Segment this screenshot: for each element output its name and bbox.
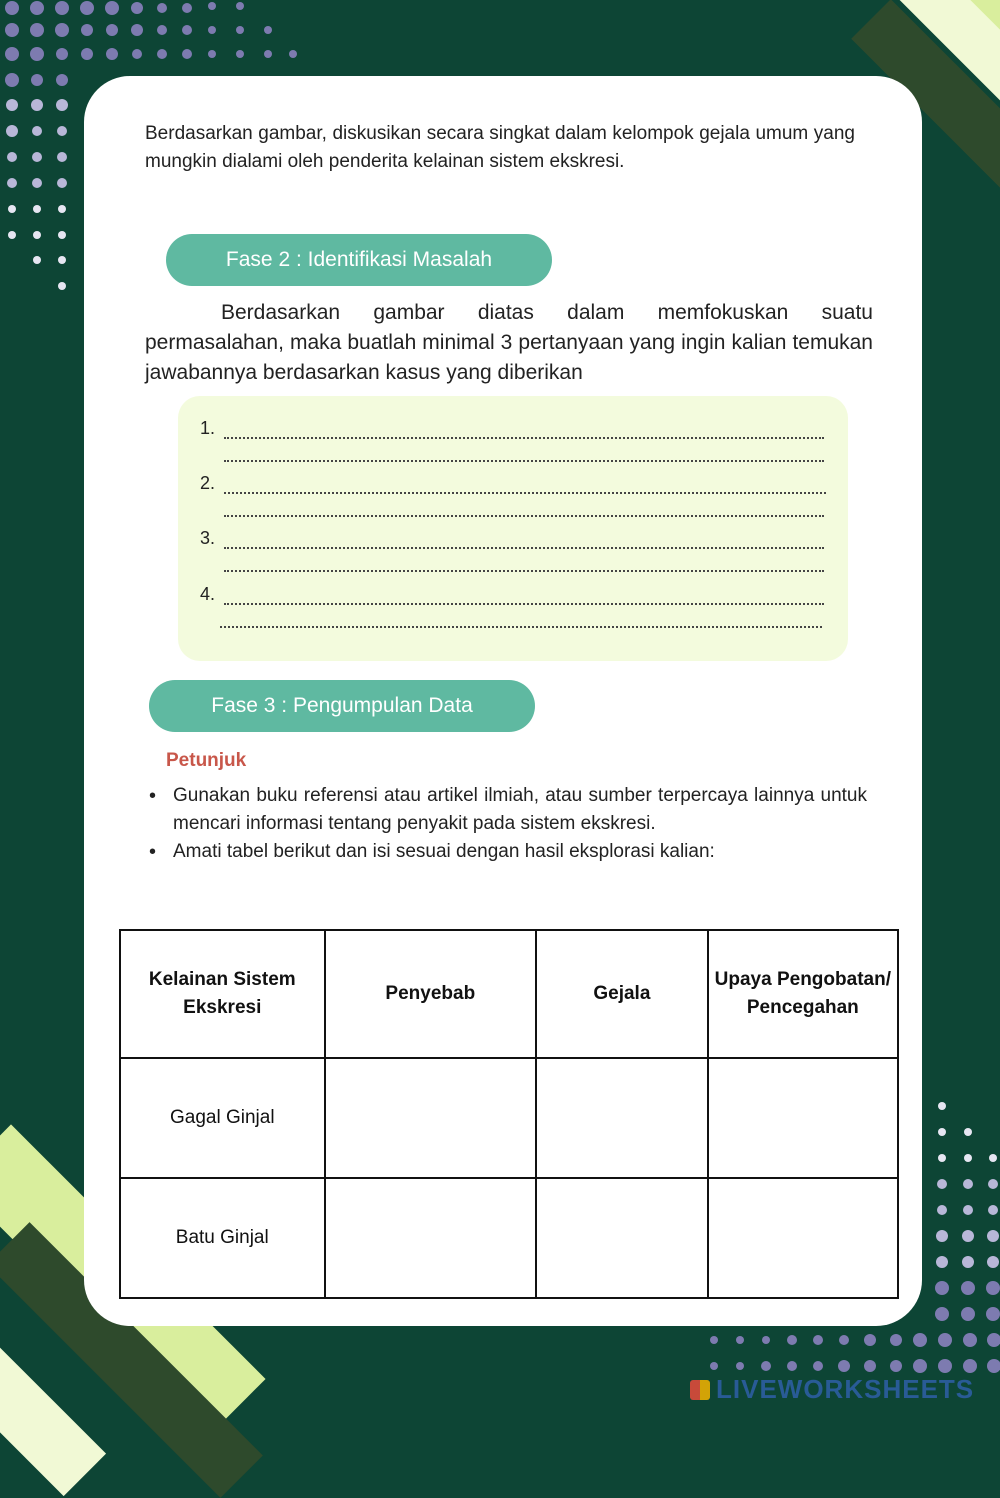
answer-cell[interactable] (536, 1058, 708, 1178)
question-line-4[interactable] (200, 584, 824, 605)
table-row (120, 1178, 898, 1298)
answer-cell[interactable] (325, 1058, 537, 1178)
bullet-item: • Gunakan buku referensi atau artikel ilmiah, atau sumber terpercaya lainnya untuk mencari informasi tentang penyakit pada sistem ekskresi. (145, 782, 867, 838)
question-line-1[interactable] (200, 418, 824, 439)
answer-cell[interactable] (536, 1178, 708, 1298)
answer-cell[interactable] (708, 1058, 898, 1178)
phase2-instruction: Berdasarkan gambar diatas dalam memfokuskan suatu permasalahan, maka buatlah minimal 3 pertanyaan yang ingin kalian temukan jawabannya berdasarkan kasus yang diberikan (145, 301, 873, 384)
question-number: 1. (200, 418, 216, 438)
question-number: 3. (200, 528, 216, 548)
intro-paragraph: Berdasarkan gambar, diskusikan secara singkat dalam kelompok gejala umum yang mungkin dialami oleh penderita kelainan sistem ekskresi. (145, 123, 855, 172)
answer-dotted-line[interactable] (224, 501, 824, 517)
question-line-3[interactable] (200, 528, 824, 549)
question-number: 2. (200, 473, 216, 493)
exploration-table (119, 929, 899, 1299)
question-number: 4. (200, 584, 216, 604)
answer-dotted-line[interactable] (224, 556, 824, 572)
question-line-1-continuation[interactable] (200, 446, 824, 462)
question-line-3-continuation[interactable] (200, 556, 824, 572)
header-gejala: Gejala (536, 930, 708, 1058)
bullet-item: • Amati tabel berikut dan isi sesuai dengan hasil eksplorasi kalian: (145, 838, 867, 866)
answer-dotted-line[interactable] (224, 589, 824, 605)
header-upaya: Upaya Pengobatan/Pencegahan (708, 930, 898, 1058)
phase2-title-pill: Fase 2 : Identifikasi Masalah (166, 234, 552, 286)
answer-cell[interactable] (708, 1178, 898, 1298)
row-label-gagal-ginjal: Gagal Ginjal (120, 1058, 325, 1178)
table-header-row (120, 930, 898, 1058)
row-label-batu-ginjal: Batu Ginjal (120, 1178, 325, 1298)
table-row (120, 1058, 898, 1178)
phase3-title-pill: Fase 3 : Pengumpulan Data (149, 680, 535, 732)
answer-dotted-line[interactable] (224, 478, 826, 494)
liveworksheets-logo[interactable] (690, 1374, 974, 1405)
answer-dotted-line[interactable] (224, 533, 824, 549)
liveworksheets-logo-text: LIVEWORKSHEETS (716, 1374, 975, 1404)
answer-dotted-line[interactable] (220, 612, 822, 628)
header-penyebab: Penyebab (325, 930, 537, 1058)
header-kelainan: Kelainan Sistem Ekskresi (120, 930, 325, 1058)
liveworksheets-logo-icon (690, 1380, 710, 1400)
answer-cell[interactable] (325, 1178, 537, 1298)
answer-dotted-line[interactable] (224, 423, 824, 439)
instruction-bullets (145, 782, 867, 866)
question-line-2-continuation[interactable] (200, 501, 824, 517)
answer-dotted-line[interactable] (224, 446, 824, 462)
hint-label: Petunjuk (166, 750, 247, 771)
question-line-4-continuation[interactable] (200, 612, 822, 628)
question-line-2[interactable] (200, 473, 826, 494)
